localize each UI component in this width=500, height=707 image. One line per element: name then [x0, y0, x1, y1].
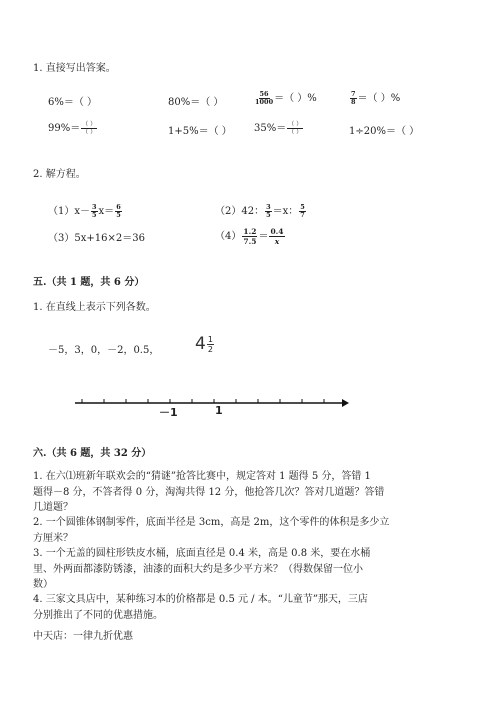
q1-item-5: 99%＝ $\frac{( )}{( )}$	[48, 121, 97, 136]
equation-3: （3）5x+16×2＝36	[48, 233, 145, 244]
q1-item-2: 80%＝（ ）	[168, 97, 224, 108]
q1-item-6: 1+5%＝（ ）	[168, 126, 232, 137]
problem-1: 1. 在六⑴班新年联欢会的“猜谜”抢答比赛中，规定答对 1 题得 5 分，答错 1 题得－8 分，不答者得 0 分，淘淘共得 12 分，他抢答几次？答对几道题？答错 几道题？	[33, 471, 385, 513]
q1-item-7: 35%＝ $\frac{( )}{( )}$	[254, 121, 303, 136]
axis-label-1: 1	[215, 404, 223, 417]
axis-label-neg1: －1	[159, 406, 178, 419]
equation-1: （1）x－ $\frac{3}{5}$ x＝ $\frac{6}{5}$	[48, 203, 121, 219]
q1-item-3: $\frac{56}{1000}$ ＝（ ）%	[255, 90, 317, 106]
q1-title: 1. 直接写出答案。	[33, 63, 116, 74]
q2-title: 2. 解方程。	[33, 169, 86, 180]
equation-4: （4） $\frac{1.2}{7.5}$ ＝ $\frac{0.4}{x}$	[215, 227, 284, 246]
problem-4: 4. 三家文具店中，某种练习本的价格都是 0.5 元 / 本。“儿童节”那天，三店 分别推出了不同的优惠措施。	[33, 594, 368, 621]
numbers-list: －5，3，0，－2，0.5，	[48, 345, 160, 356]
q1-item-4: $\frac{7}{8}$ ＝（ ）%	[351, 90, 401, 106]
problem-2: 2. 一个圆锥体钢制零件，底面半径是 3cm，高是 2m，这个零件的体积是多少立 方厘米？	[33, 517, 390, 544]
section5-heading: 五.（共 1 题，共 6 分）	[33, 277, 145, 288]
q1-item-8: 1÷20%＝（ ）	[349, 126, 420, 137]
arrow-right-icon	[342, 399, 349, 407]
equation-2: （2）42： $\frac{3}{5}$ ＝x： $\frac{5}{7}$	[215, 203, 305, 219]
mixed-number: 4 1 2	[195, 334, 213, 354]
problem-3: 3. 一个无盖的圆柱形铁皮水桶，底面直径是 0.4 米，高是 0.8 米，要在水桶 里、外两面都漆防锈漆，油漆的面积大约是多少平方米？（得数保留一位小 数）	[33, 548, 371, 590]
problem-5: 中天店：一律九折优惠	[33, 631, 133, 642]
number-line	[70, 392, 350, 422]
q1-item-1: 6%＝（ ）	[48, 97, 98, 108]
section5-q1: 1. 在直线上表示下列各数。	[33, 302, 156, 313]
section6-heading: 六.（共 6 题，共 32 分）	[33, 448, 152, 459]
